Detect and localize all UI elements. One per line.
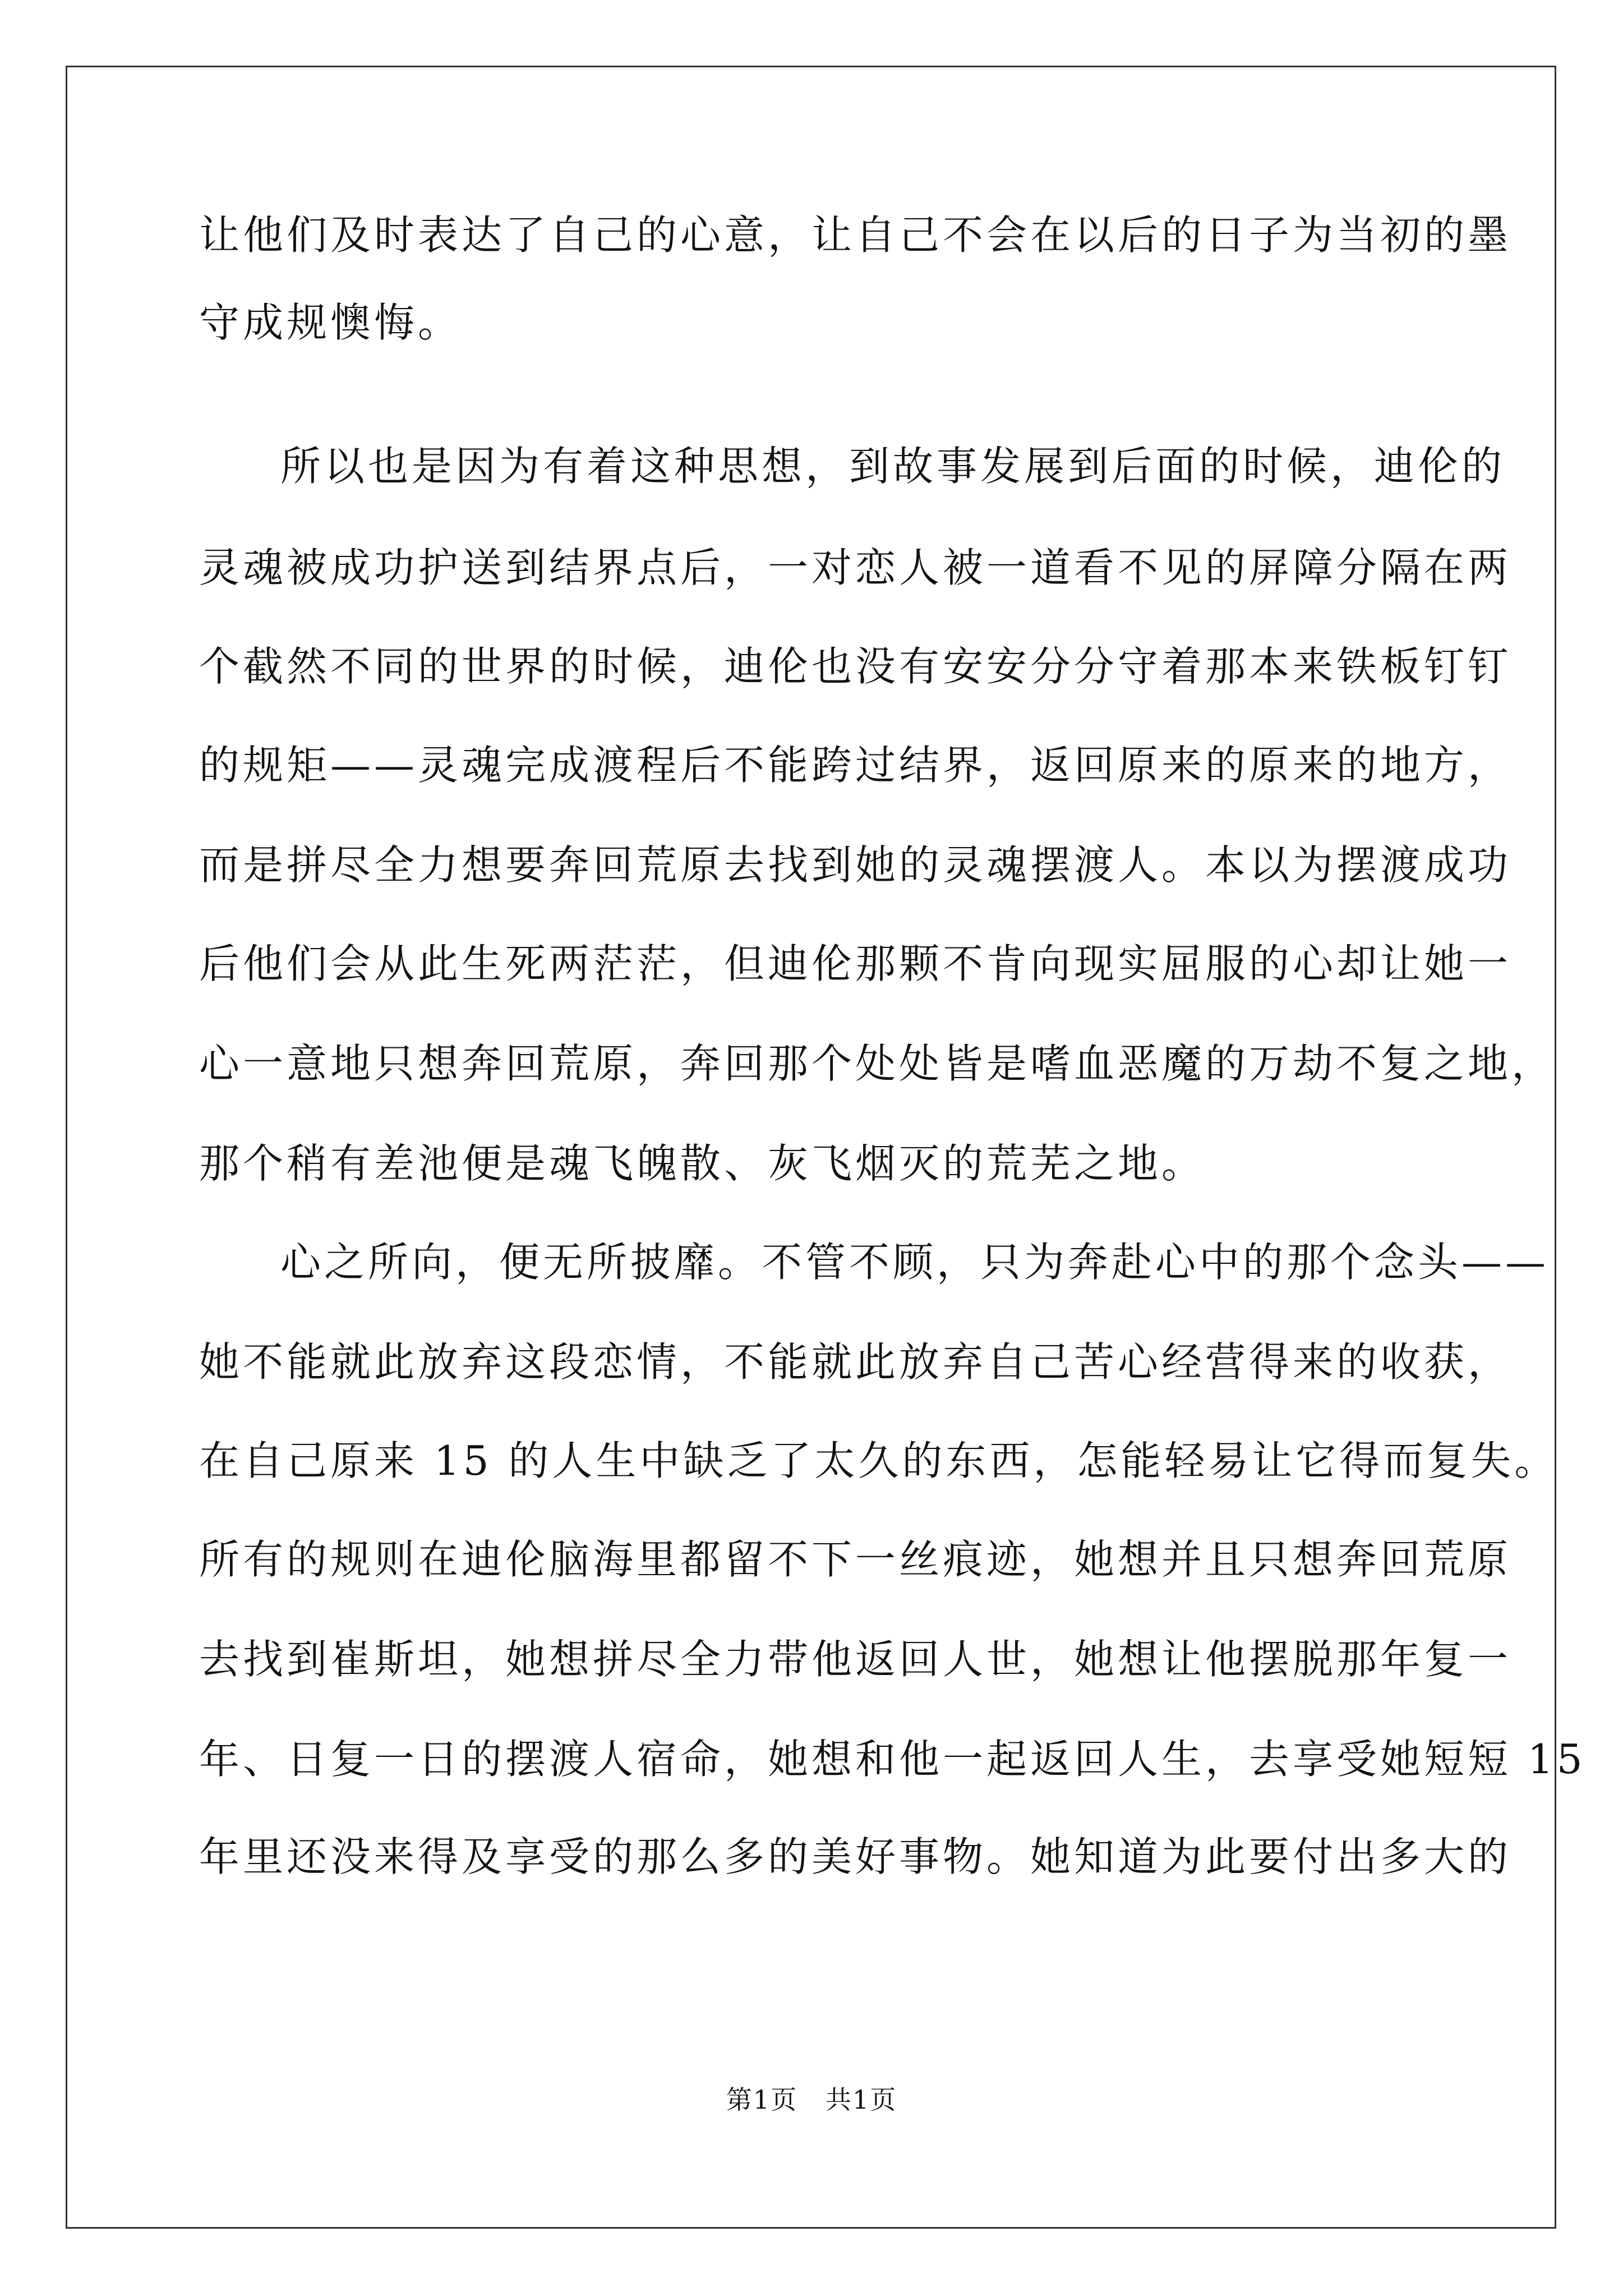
text-line: 让他们及时表达了自己的心意，让自己不会在以后的日子为当初的墨 — [199, 211, 1512, 259]
text-line: 去找到崔斯坦，她想拼尽全力带他返回人世，她想让他摆脱那年复一 — [199, 1636, 1512, 1683]
paragraph-first-line: 心之所向，便无所披靡。不管不顾，只为奔赴心中的那个念头—— — [280, 1239, 1550, 1286]
page-footer: 第1页 共1页 — [726, 2085, 897, 2115]
text-line: 灵魂被成功护送到结界点后，一对恋人被一道看不见的屏障分隔在两 — [199, 544, 1512, 591]
text-line: 心一意地只想奔回荒原，奔回那个处处皆是嗜血恶魔的万劫不复之地， — [199, 1040, 1556, 1087]
paragraph-first-line: 所以也是因为有着这种思想，到故事发展到后面的时候，迪伦的 — [280, 443, 1506, 490]
text-line: 所有的规则在迪伦脑海里都留不下一丝痕迹，她想并且只想奔回荒原 — [199, 1536, 1512, 1583]
text-line: 年、日复一日的摆渡人宿命，她想和他一起返回人生，去享受她短短 15 — [199, 1736, 1586, 1783]
text-line: 的规矩——灵魂完成渡程后不能跨过结界，返回原来的原来的地方， — [199, 742, 1512, 789]
text-line: 在自己原来 15 的人生中缺乏了太久的东西，怎能轻易让它得而复失。 — [199, 1437, 1559, 1484]
text-line: 守成规懊悔。 — [199, 299, 462, 346]
text-line: 她不能就此放弃这段恋情，不能就此放弃自己苦心经营得来的收获， — [199, 1338, 1512, 1386]
text-line: 后他们会从此生死两茫茫，但迪伦那颗不肯向现实屈服的心却让她一 — [199, 940, 1512, 987]
text-line: 个截然不同的世界的时候，迪伦也没有安安分分守着那本来铁板钉钉 — [199, 643, 1512, 690]
text-line: 那个稍有差池便是魂飞魄散、灰飞烟灭的荒芜之地。 — [199, 1140, 1206, 1187]
text-line: 而是拼尽全力想要奔回荒原去找到她的灵魂摆渡人。本以为摆渡成功 — [199, 841, 1512, 889]
text-line: 年里还没来得及享受的那么多的美好事物。她知道为此要付出多大的 — [199, 1833, 1512, 1880]
